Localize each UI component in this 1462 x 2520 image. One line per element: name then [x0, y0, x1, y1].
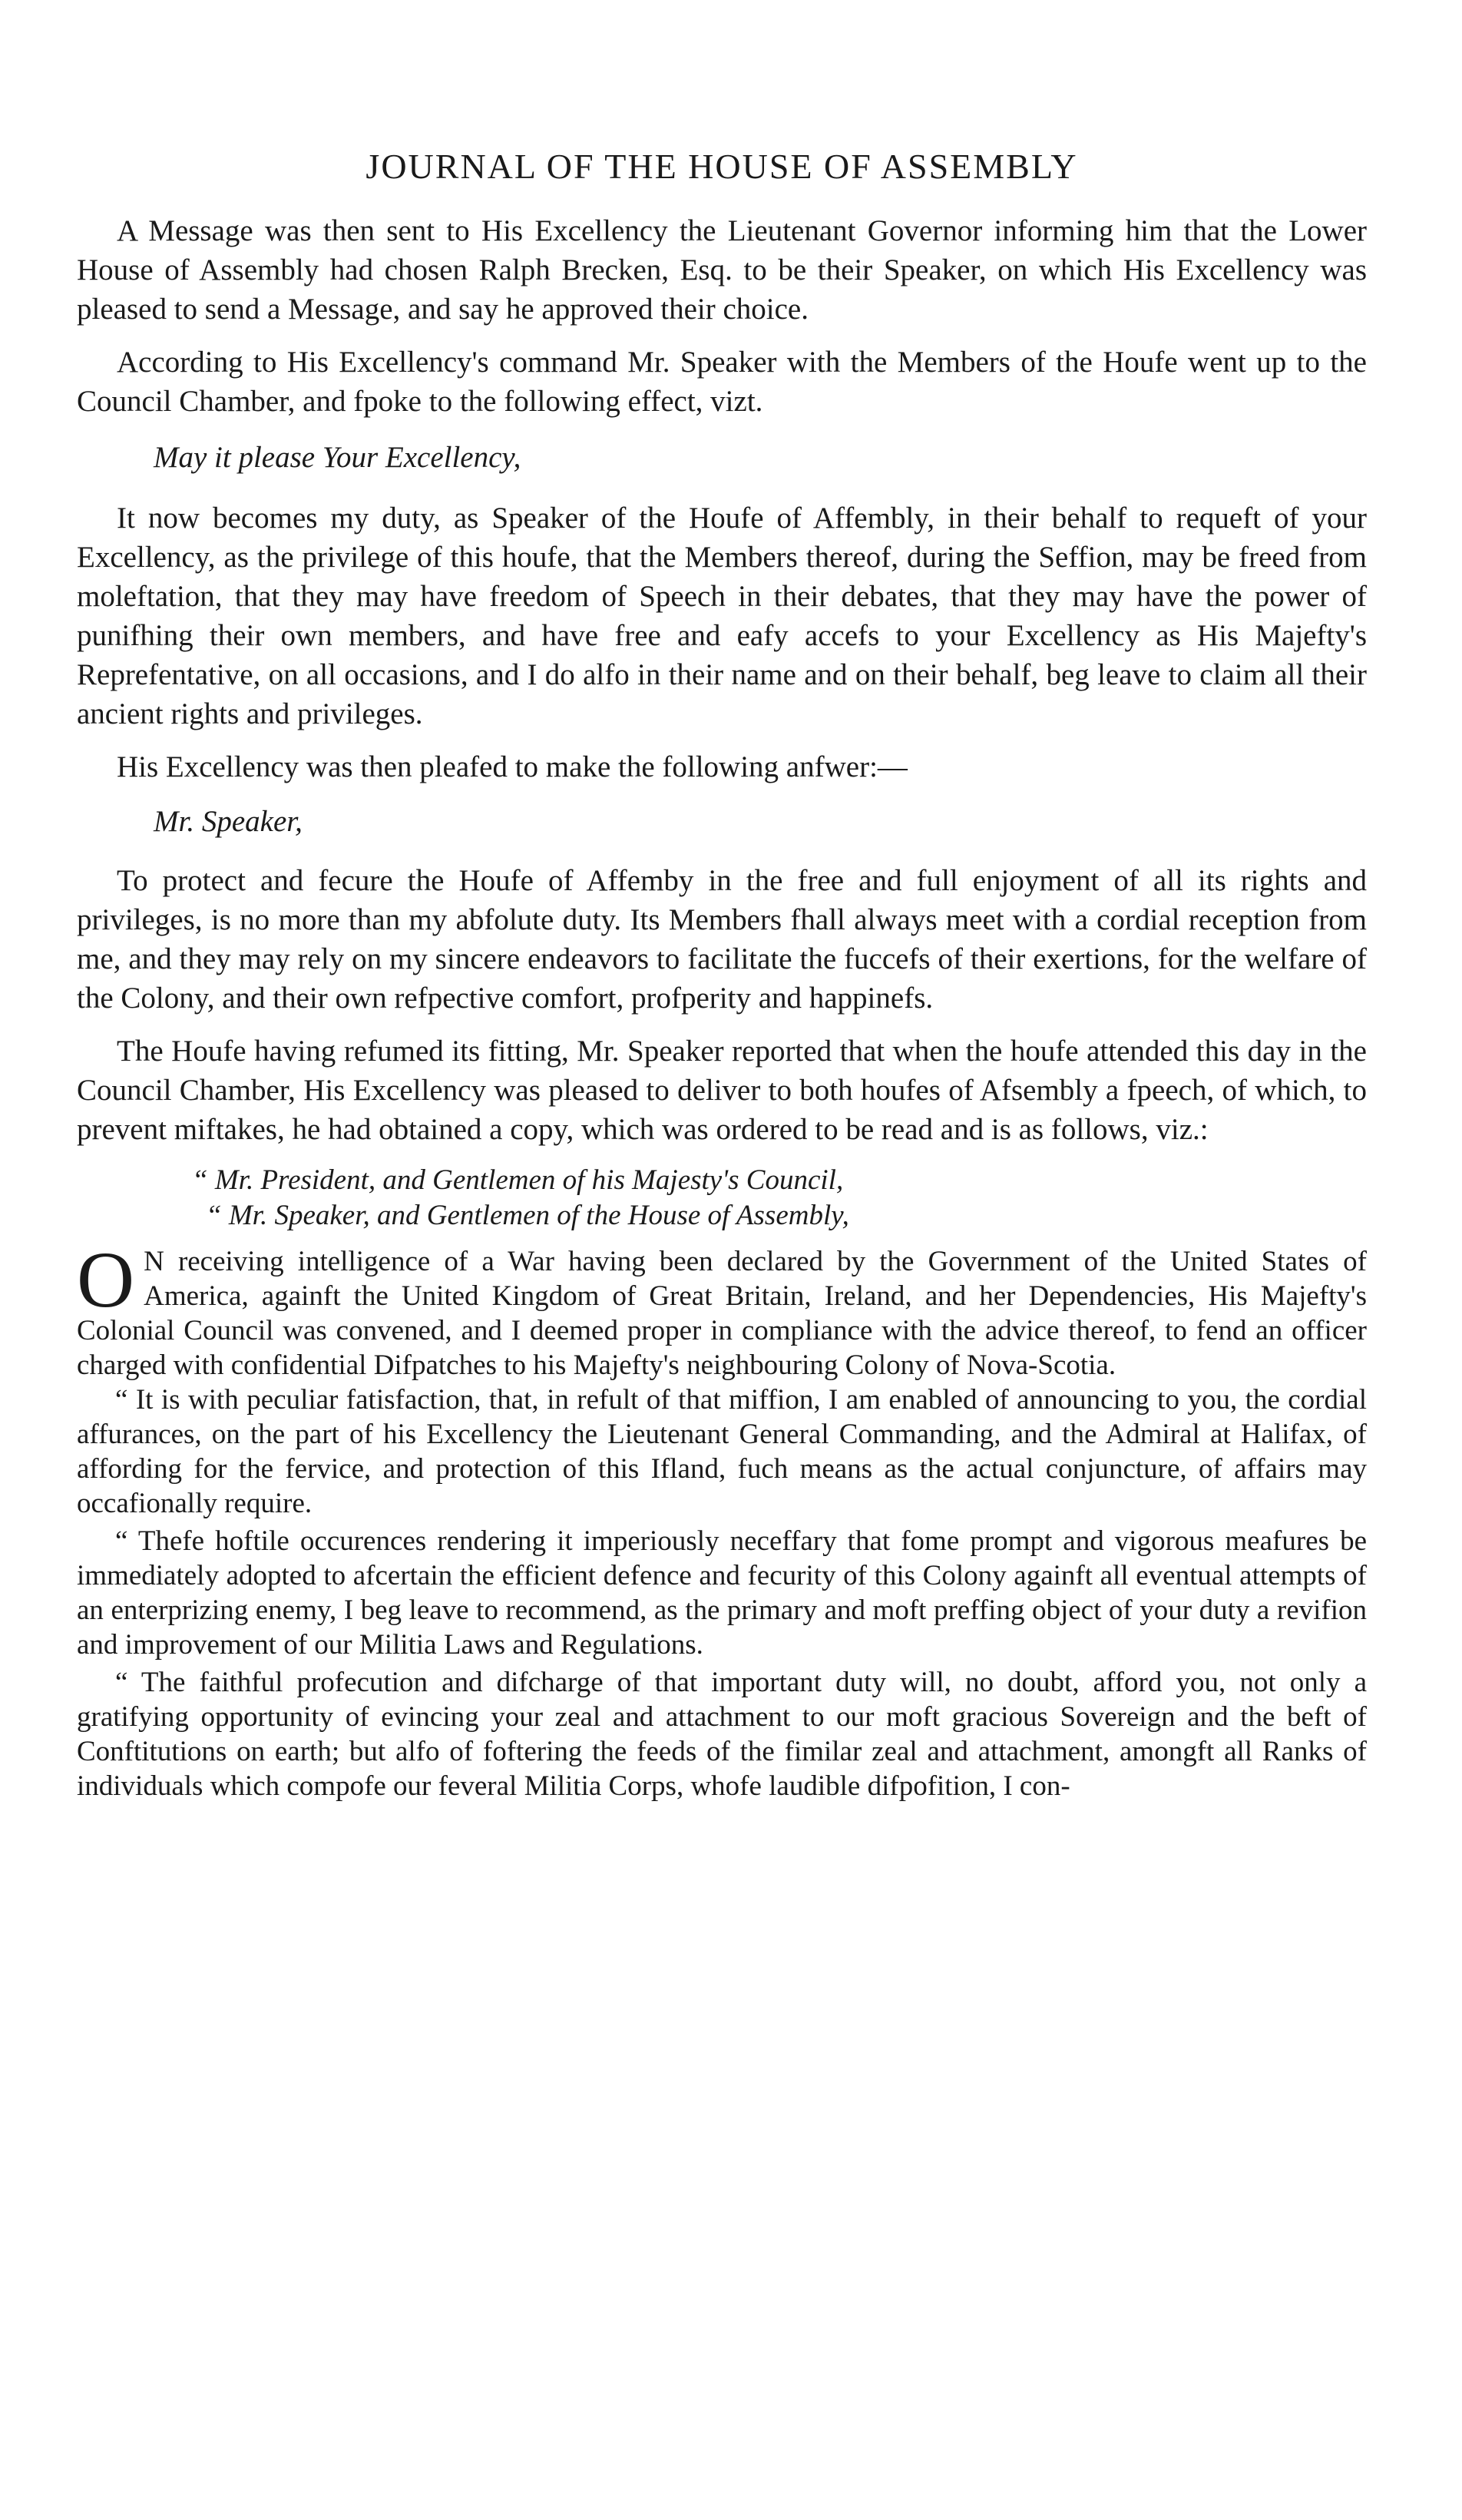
- drop-cap: O: [77, 1236, 135, 1324]
- page-title: JOURNAL OF THE HOUSE OF ASSEMBLY: [366, 147, 1078, 186]
- journal-page: [77, 146, 1367, 1806]
- paragraph-answer: To protect and fecure the Houfe of Affemby in the free and full enjoyment of all its rights and privileges, is no more than my abfolute duty. Its Members fhall always meet with a cordial reception from me, and they may rely on my sincere endeavors to facilitate the fuccefs of their exertions, for the welfare of the Colony, and their own refpective comfort, profperity and happinefs.: [77, 864, 1367, 1015]
- paragraph-command: According to His Excellency's command Mr. Speaker with the Members of the Houfe went up to the Council Chamber, and fpoke to the following effect, vizt.: [77, 346, 1367, 418]
- address-line-council: “ Mr. President, and Gentlemen of his Majesty's Council,: [192, 1164, 844, 1196]
- speech-paragraph-first: [77, 1236, 1367, 1383]
- speech-address: [192, 1163, 1367, 1234]
- speech-first-text: N receiving intelligence of a War having been declared by the Government of the United States of America, againft the United Kingdom of Great Britain, Ireland, and her Dependencies, His Majefty's Colonial Council was convened, and I deemed proper in compliance with the advice thereof, to fend an officer charged with confidential Difpatches to his Majefty's neighbouring Colony of Nova-Scotia.: [77, 1246, 1367, 1381]
- paragraph-answer-intro: His Excellency was then pleafed to make the following anfwer:—: [117, 750, 908, 783]
- paragraph-message: A Message was then sent to His Excellency the Lieutenant Governor informing him that the Lower House of Assembly had chosen Ralph Brecken, Esq. to be their Speaker, on which His Excellency was pleased to send a Message, and say he approved their choice.: [77, 214, 1367, 326]
- salutation-speaker: Mr. Speaker,: [154, 805, 303, 838]
- speech-paragraph: “ Thefe hoftile occurences rendering it imperiously neceffary that fome prompt and vigorous meafures be immediately adopted to afcertain the efficient defence and fecurity of this Colony againft all eventual attempts of an enterprizing enemy, I beg leave to recommend, as the primary and moft preffing object of your duty a revifion and improvement of our Militia Laws and Regulations.: [77, 1525, 1367, 1661]
- speech-body: [77, 1236, 1367, 1803]
- salutation-excellency: May it please Your Excellency,: [154, 441, 521, 474]
- speech-paragraph: “ The faithful profecution and difcharge of that important duty will, no doubt, afford you, not only a gratifying opportunity of evincing your zeal and attachment to our moft gracious Sovereign and the beft of Conftitutions on earth; but alfo of foftering the feeds of the fimilar zeal and attachment, amongft all Ranks of individuals which compofe our feveral Militia Corps, whofe laudible difpofition, I con-: [77, 1667, 1367, 1802]
- speech-paragraph: “ It is with peculiar fatisfaction, that, in refult of that miffion, I am enabled of announcing to you, the cordial affurances, on the part of his Excellency the Lieutenant General Commanding, and the Admiral at Halifax, of affording for the fervice, and protection of this Ifland, fuch means as the actual conjuncture, of affairs may occafionally require.: [77, 1384, 1367, 1519]
- paragraph-report: The Houfe having refumed its fitting, Mr. Speaker reported that when the houfe attended this day in the Council Chamber, His Excellency was pleased to deliver to both houfes of Afsembly a fpeech, of which, to prevent miftakes, he had obtained a copy, which was ordered to be read and is as follows, viz.:: [77, 1035, 1367, 1146]
- address-line-assembly: “ Mr. Speaker, and Gentlemen of the House of Assembly,: [206, 1200, 849, 1231]
- paragraph-speaker-address: It now becomes my duty, as Speaker of the Houfe of Affembly, in their behalf to requeft of your Excellency, as the privilege of this houfe, that the Members thereof, during the Seffion, may be freed from moleftation, that they may have freedom of Speech in their debates, that they may have the power of punifhing their own members, and have free and eafy accefs to your Excellency as His Majefty's Reprefentative, on all occasions, and I do alfo in their name and on their behalf, beg leave to claim all their ancient rights and privileges.: [77, 502, 1367, 730]
